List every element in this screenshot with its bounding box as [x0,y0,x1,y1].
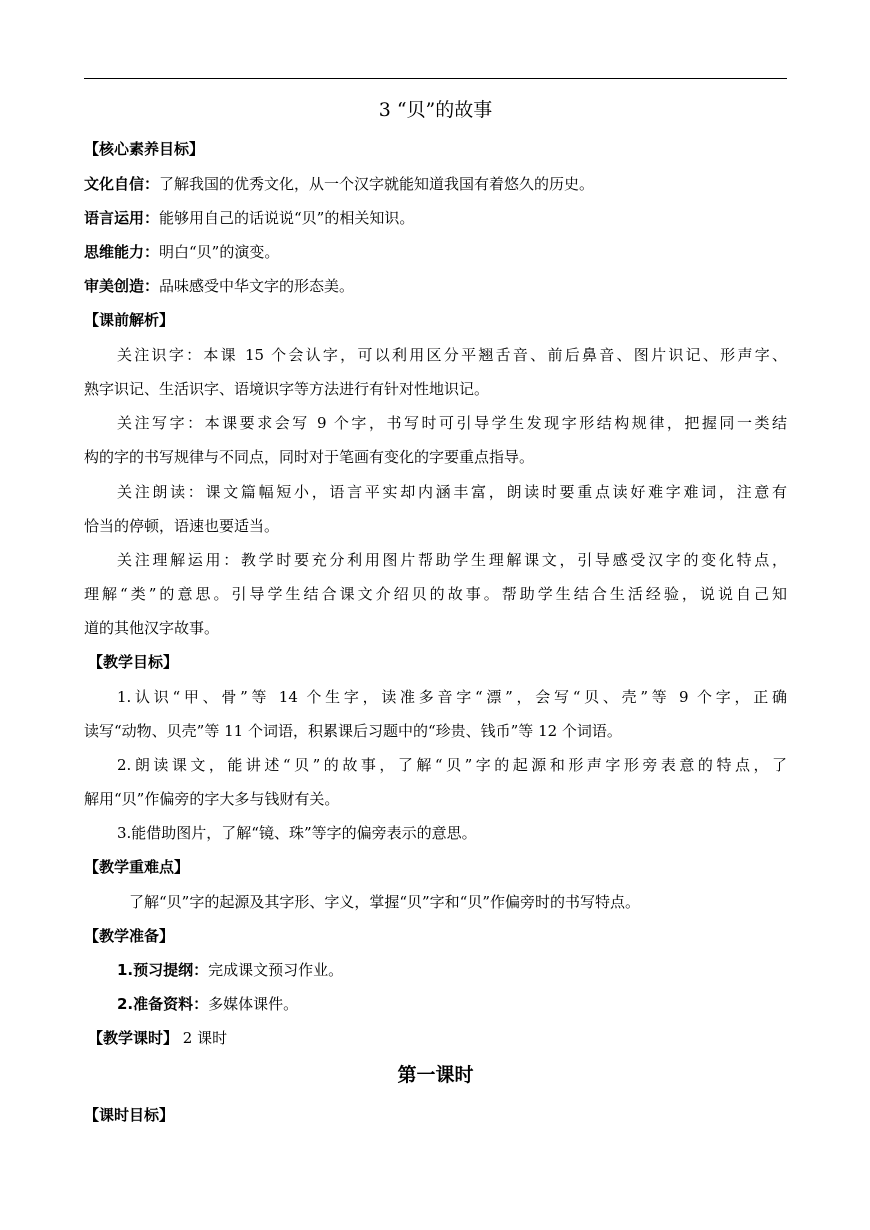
preparation-item [117,993,787,1015]
pre-analysis-paragraph-line: 理解“类”的意思。引导学生结合课文介绍贝的故事。帮助学生结合生活经验，说说自己知 [84,585,787,603]
teaching-hours [88,1027,791,1049]
pre-analysis-paragraph-line: 道的其他汉字故事。 [84,619,220,637]
preparation-text: 完成课文预习作业。 [208,961,344,979]
pre-analysis-heading: 【课前解析】 [84,311,175,329]
teaching-goal-line: 1.认识“甲、骨”等 14 个生字，读准多音字“漂”，会写“贝、壳”等 9 个字，正确 [117,688,787,706]
teaching-hours-heading: 【教学课时】 [88,1029,179,1047]
core-goal-label: 审美创造： [84,277,160,295]
preparation-label: 2.准备资料： [117,995,209,1013]
core-goal-label: 语言运用： [84,209,160,227]
pre-analysis-paragraph-line: 关注写字：本课要求会写 9 个字，书写时可引导学生发现字形结构规律，把握同一类结 [117,414,787,432]
teaching-goal-line: 解用“贝”作偏旁的字大多与钱财有关。 [84,790,340,808]
core-goal-label: 思维能力： [84,243,160,261]
lesson-main-title: 3 “贝”的故事 [378,99,493,121]
teaching-hours-value: 2 课时 [178,1029,228,1047]
preparation-label: 1.预习提纲： [117,961,209,979]
key-points-text: 了解“贝”字的起源及其字形、字义，掌握“贝”字和“贝”作偏旁时的书写特点。 [129,893,641,911]
core-goal-text: 品味感受中华文字的形态美。 [159,277,355,295]
preparation-text: 多媒体课件。 [208,995,299,1013]
teaching-goal-line: 3.能借助图片，了解“镜、珠”等字的偏旁表示的意思。 [117,824,477,842]
core-goal-text: 了解我国的优秀文化，从一个汉字就能知道我国有着悠久的历史。 [159,175,595,193]
core-goal-text: 明白“贝”的演变。 [159,243,280,261]
pre-analysis-paragraph-line: 关注识字：本课 15 个会认字，可以利用区分平翘舌音、前后鼻音、图片识记、形声字、 [117,346,787,364]
core-goal-label: 文化自信： [84,175,160,193]
core-goal-item [84,241,787,263]
pre-analysis-paragraph-line: 关注朗读：课文篇幅短小，语言平实却内涵丰富，朗读时要重点读好难字难词，注意有 [117,483,787,501]
preparation-heading: 【教学准备】 [84,927,175,945]
lesson-one-goal-heading: 【课时目标】 [84,1106,175,1124]
preparation-item [117,959,787,981]
header-rule [84,78,787,79]
pre-analysis-paragraph-line: 关注理解运用：教学时要充分利用图片帮助学生理解课文，引导感受汉字的变化特点， [117,551,787,569]
teaching-goal-line: 读写“动物、贝壳”等 11 个词语，积累课后习题中的“珍贵、钱币”等 12 个词语。 [84,722,622,740]
teaching-goals-heading: 【教学目标】 [88,653,179,671]
core-goal-item [84,207,787,229]
teaching-goal-line: 2.朗读课文，能讲述“贝”的故事，了解“贝”字的起源和形声字形旁表意的特点，了 [117,756,787,774]
lesson-one-title: 第一课时 [397,1064,474,1086]
pre-analysis-paragraph-line: 熟字识记、生活识字、语境识字等方法进行有针对性地识记。 [84,380,490,398]
core-goals-heading: 【核心素养目标】 [84,140,205,158]
pre-analysis-paragraph-line: 恰当的停顿，语速也要适当。 [84,517,280,535]
core-goal-text: 能够用自己的话说说“贝”的相关知识。 [159,209,415,227]
key-points-heading: 【教学重难点】 [84,858,190,876]
core-goal-item [84,173,787,195]
core-goal-item [84,275,787,297]
pre-analysis-paragraph-line: 构的字的书写规律与不同点，同时对于笔画有变化的字要重点指导。 [84,448,535,466]
